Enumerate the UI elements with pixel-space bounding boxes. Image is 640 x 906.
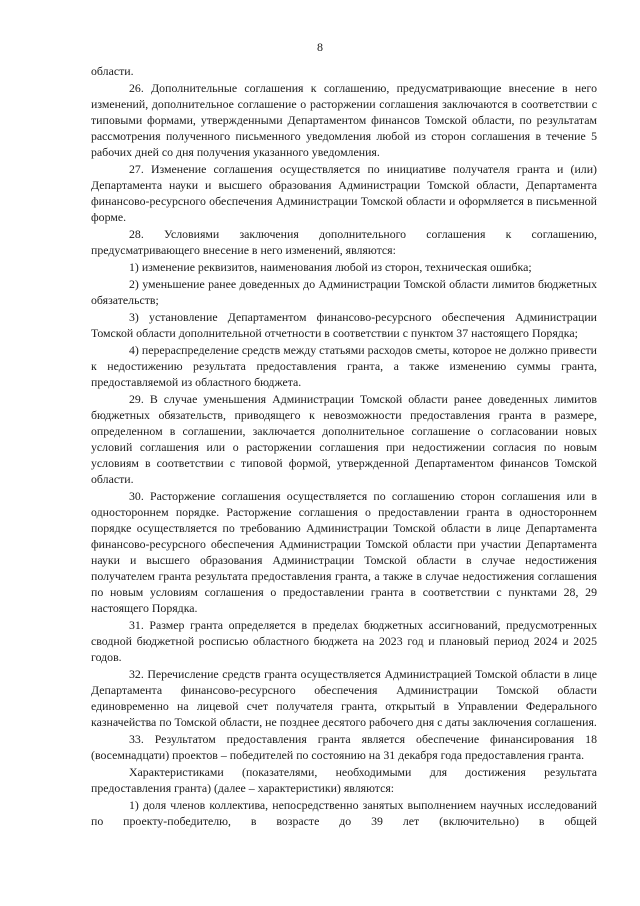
paragraph: 26. Дополнительные соглашения к соглашению, предусматривающие внесение в него изменений, дополнительное соглашение о расторжении соглашения заключаются в соответствии с типовыми формами, утвержденными Департаментом финансов Томской области, по результатам рассмотрения полученного письменного уведомления любой из сторон соглашения в течение 5 рабочих дней со дня получения указанного уведомления.	[91, 81, 597, 159]
paragraph: 29. В случае уменьшения Администрации Томской области ранее доведенных лимитов бюджетных обязательств, приводящего к невозможности предоставления гранта в размере, определенном в соглашении, заключается дополнительное соглашение о согласовании новых условий соглашения или о расторжении соглашения при недостижении согласия по новым условиям в соответствии с типовой формой, утвержденной Департаментом финансов Томской области.	[91, 392, 597, 486]
paragraph: 31. Размер гранта определяется в пределах бюджетных ассигнований, предусмотренных сводной бюджетной росписью областного бюджета на 2023 год и плановый период 2024 и 2025 годов.	[91, 618, 597, 664]
paragraph: 27. Изменение соглашения осуществляется по инициативе получателя гранта и (или) Департамента науки и высшего образования Администрации Томской области, Департамента финансово-ресурсного обеспечения Администрации Томской области и оформляется в письменной форме.	[91, 162, 597, 224]
paragraph: 1) изменение реквизитов, наименования любой из сторон, техническая ошибка;	[129, 260, 532, 274]
paragraph: 28. Условиями заключения дополнительного соглашения к соглашению, предусматривающего внесение в него изменений, являются:	[91, 227, 597, 257]
paragraph: 1) доля членов коллектива, непосредственно занятых выполнением научных исследований по проекту-победителю, в возрасте до 39 лет (включительно) в общей	[91, 798, 597, 828]
paragraph: 32. Перечисление средств гранта осуществляется Администрацией Томской области в лице Департамента финансово-ресурсного обеспечения Администрации Томской области единовременно на лицевой счет получателя гранта, открытый в Управлении Федерального казначейства по Томской области, не позднее десятого рабочего дня с даты заключения соглашения.	[91, 667, 597, 729]
paragraph: 2) уменьшение ранее доведенных до Администрации Томской области лимитов бюджетных обязательств;	[91, 277, 597, 307]
paragraph: 3) установление Департаментом финансово-ресурсного обеспечения Администрации Томской области дополнительной отчетности в соответствии с пунктом 37 настоящего Порядка;	[91, 310, 597, 340]
page-number: 8	[317, 40, 323, 54]
paragraph: 30. Расторжение соглашения осуществляется по соглашению сторон соглашения или в одностороннем порядке. Расторжение соглашения о предоставлении гранта в одностороннем порядке осуществляется по требованию Администрации Томской области в лице Департамента финансово-ресурсного обеспечения Администрации Томской области при участии Департамента науки и высшего образования Администрации Томской области в случае недостижения получателем гранта результата предоставления гранта, а также в случае недостижения соглашения по новым условиям соглашения о предоставлении гранта в соответствии с пунктами 28, 29 настоящего Порядка.	[91, 489, 597, 615]
paragraph: Характеристиками (показателями, необходимыми для достижения результата предоставления гранта) (далее – характеристики) являются:	[91, 765, 597, 795]
paragraph: 4) перераспределение средств между статьями расходов сметы, которое не должно привести к недостижению результата предоставления гранта, а также изменению суммы гранта, предоставляемой из областного бюджета.	[91, 343, 597, 389]
document-body	[91, 63, 597, 829]
paragraph: области.	[91, 64, 134, 78]
paragraph: 33. Результатом предоставления гранта является обеспечение финансирования 18 (восемнадцати) проектов – победителей по состоянию на 31 декабря года предоставления гранта.	[91, 732, 597, 762]
